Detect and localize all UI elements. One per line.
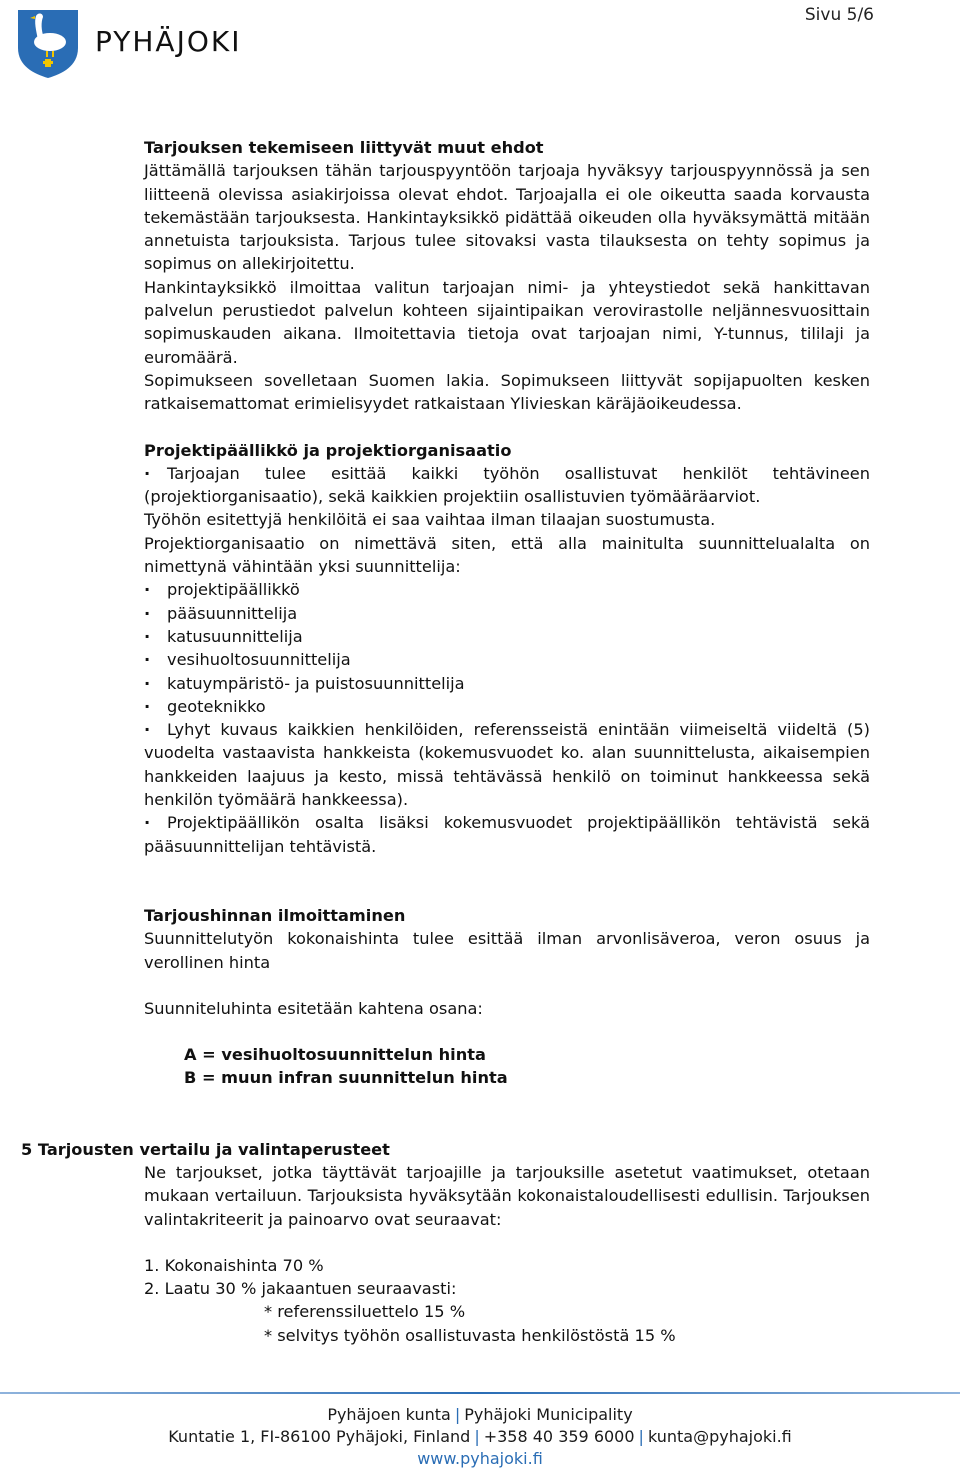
price-paragraph-1: Suunnittelutyön kokonaishinta tulee esittää ilman arvonlisäveroa, veron osuus ja verollinen hinta [144, 929, 870, 972]
criterion-1: 1. Kokonaishinta 70 % [144, 1255, 324, 1275]
project-org-bullet-1: · Tarjoajan tulee esittää kaikki työhön osallistuvat henkilöt tehtävineen (projektiorganisaatio), sekä kaikkien projektiin osallistuvien työmääräarviot. [144, 462, 870, 509]
footer-separator: | [454, 1405, 461, 1424]
price-item-a: A = vesihuoltosuunnittelun hinta [184, 1045, 486, 1065]
project-org-bullet-2: · Lyhyt kuvaus kaikkien henkilöiden, referensseistä enintään viimeiseltä viideltä (5) vuodelta vastaavista hankkeista (kokemusvuodet ko. alan suunnittelusta, aikaisempien hankkeiden laajuus ja kesto, missä tehtävässä henkilö on toiminut hankkeessa sekä henkilön työmäärä hankkeessa). [144, 718, 870, 811]
footer-website-link[interactable]: www.pyhajoki.fi [417, 1449, 543, 1468]
criterion-2b: * selvitys työhön osallistuvasta henkilöstöstä 15 % [264, 1325, 676, 1345]
price-paragraph-2: Suunniteluhinta esitetään kahtena osana: [144, 998, 483, 1018]
section-5-paragraph: Ne tarjoukset, jotka täyttävät tarjoajille ja tarjouksille asetetut vaatimukset, otetaan mukaan vertailuun. Tarjouksista hyväksytään kokonaistaloudellisesti edullisin. Tarjouksen valintakriteerit ja painoarvo ovat seuraavat: [144, 1163, 870, 1229]
role-list-item: · projektipäällikkö [144, 578, 870, 601]
criterion-2a: * referenssiluettelo 15 % [264, 1302, 466, 1322]
offer-terms-paragraph-2: Hankintayksikkö ilmoittaa valitun tarjoajan nimi- ja yhteystiedot sekä hankittavan palvelun perustiedot palvelun kohteen sijaintipaikan verovirastolle neljännesvuosittain sopimuskauden aikana. Ilmoitettavia tietoja ovat tarjoajan nimi, Y-tunnus, tililaji ja euromäärä. [144, 277, 870, 367]
section-5-heading: 5 Tarjousten vertailu ja valintaperusteet [21, 1140, 390, 1159]
offer-terms-paragraph-1: Jättämällä tarjouksen tähän tarjouspyyntöön tarjoaja hyväksyy tarjouspyynnössä ja sen liitteenä olevissa asiakirjoissa olevat ehdot. Tarjoajalla ei ole oikeutta saada korvausta tekemästään tarjouksesta. Hankintayksikkö pidättää oikeuden olla hyväksymättä mitään annetuista tarjouksista. Tarjous tulee sitovaksi vasta tilauksesta on tehty sopimus ja sopimus on allekirjoitettu. [144, 161, 870, 274]
role-list-item: · katusuunnittelija [144, 625, 870, 648]
section-5-body [144, 1161, 870, 1347]
footer-org-line [0, 1404, 960, 1426]
footer-email[interactable]: kunta@pyhajoki.fi [647, 1427, 792, 1446]
role-list-item: · vesihuoltosuunnittelija [144, 648, 870, 671]
role-list-item: · pääsuunnittelija [144, 602, 870, 625]
price-item-b: B = muun infran suunnittelun hinta [184, 1068, 508, 1088]
page-footer [0, 1404, 960, 1470]
project-org-paragraph-2: Projektiorganisaatio on nimettävä siten, että alla mainitulta suunnittelualalta on nimettynä vähintään yksi suunnittelija: [144, 533, 870, 577]
project-org-paragraph-1: Työhön esitettyjä henkilöitä ei saa vaihtaa ilman tilaajan suostumusta. [144, 510, 716, 530]
project-org-heading: Projektipäällikkö ja projektiorganisaatio [144, 440, 512, 460]
footer-separator: | [474, 1427, 480, 1446]
footer-address: Kuntatie 1, FI-86100 Pyhäjoki, Finland [168, 1427, 471, 1446]
footer-contact-line [0, 1426, 960, 1448]
footer-org-en: Pyhäjoki Municipality [464, 1405, 633, 1424]
brand-name: PYHÄJOKI [95, 25, 242, 58]
price-heading: Tarjoushinnan ilmoittaminen [144, 905, 406, 925]
footer-phone: +358 40 359 6000 [483, 1427, 635, 1446]
footer-org-fi: Pyhäjoen kunta [327, 1405, 451, 1424]
offer-terms-heading: Tarjouksen tekemiseen liittyvät muut ehdot [144, 138, 544, 157]
page-number: Sivu 5/6 [804, 5, 874, 25]
project-org-bullet-3: · Projektipäällikön osalta lisäksi kokemusvuodet projektipäällikön tehtävistä sekä pääsuunnittelijan tehtävistä. [144, 811, 870, 858]
pyhajoki-coat-of-arms-icon [16, 8, 80, 80]
offer-terms-paragraph-3: Sopimukseen sovelletaan Suomen lakia. Sopimukseen liittyvät sopijapuolten kesken ratkaisemattomat erimielisyydet ratkaistaan Ylivieskan käräjäoikeudessa. [144, 370, 870, 414]
footer-divider [0, 1392, 960, 1394]
role-list-item: · katuympäristö- ja puistosuunnittelija [144, 672, 870, 695]
criterion-2: 2. Laatu 30 % jakaantuen seuraavasti: [144, 1279, 457, 1299]
role-list-item: · geoteknikko [144, 695, 870, 718]
document-body [144, 136, 870, 1090]
footer-separator: | [638, 1427, 644, 1446]
